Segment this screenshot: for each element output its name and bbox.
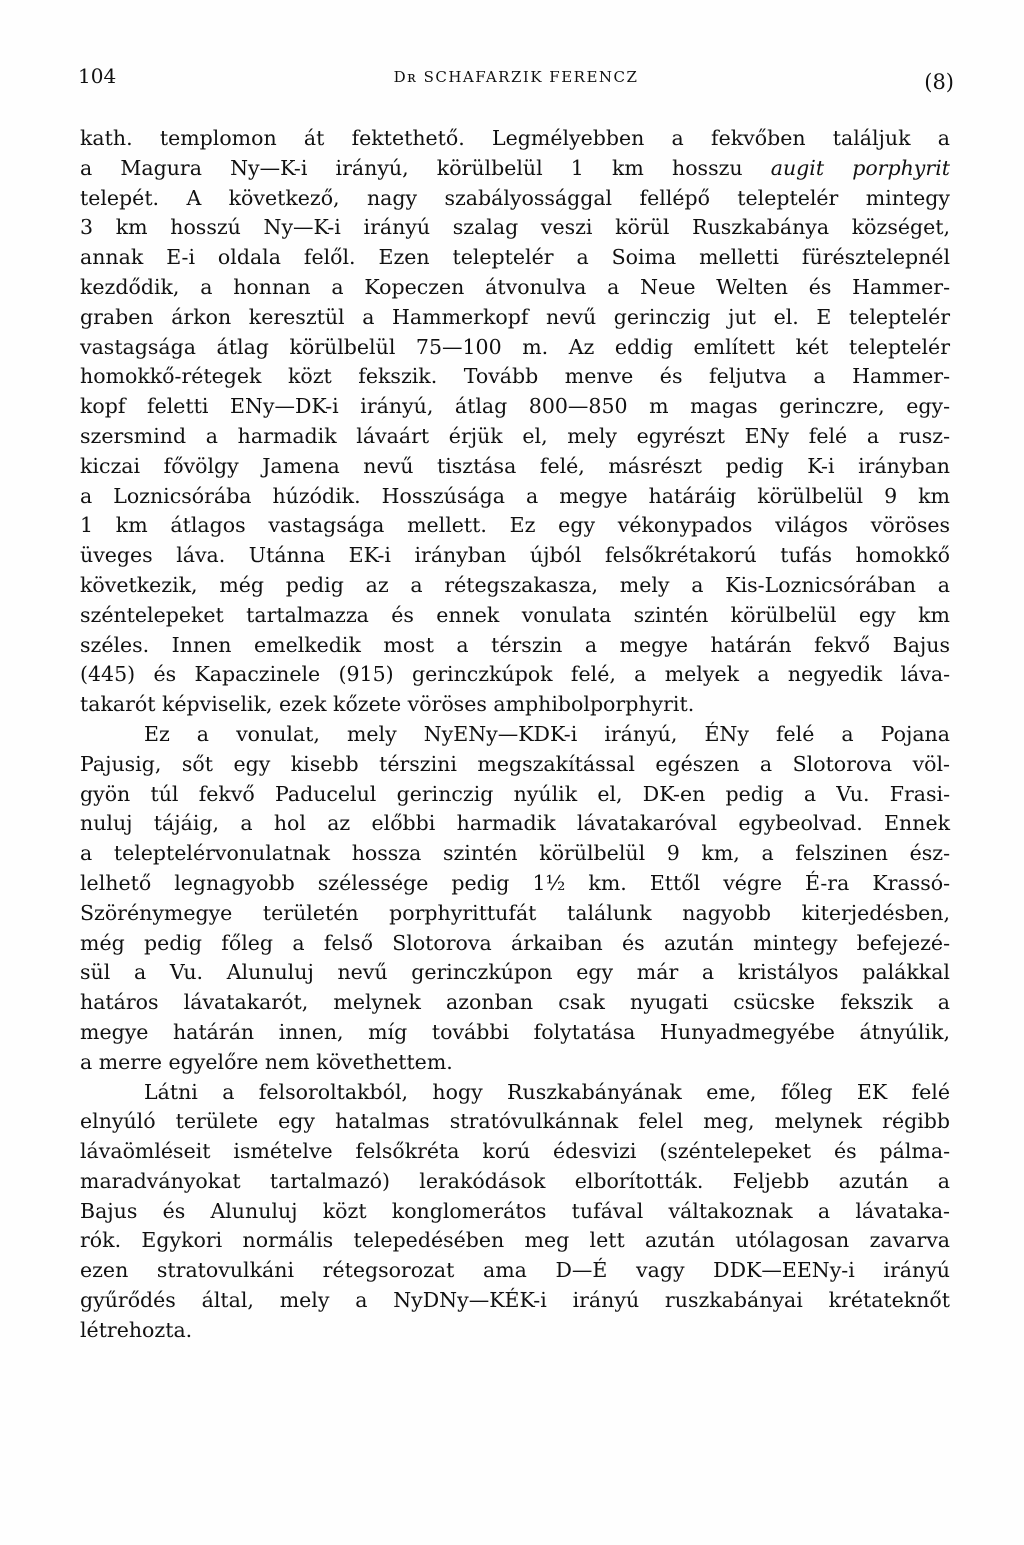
text-line: lelhető legnagyobb szélessége pedig 1½ km. Ettől végre É-ra Krassó- <box>80 870 950 895</box>
text-line: a Loznicsórába húzódik. Hosszúsága a megye határáig körülbelül 9 km <box>80 483 950 508</box>
text-line: 1 km átlagos vastagsága mellett. Ez egy vékonypados világos vöröses <box>80 513 950 538</box>
text-line: üveges láva. Utánna EK-i irányban újból felsőkrétakorú tufás homokkő <box>80 543 950 568</box>
text-line: a merre egyelőre nem követhettem. <box>80 1049 453 1074</box>
text-line: homokkő-rétegek közt fekszik. Tovább menve és feljutva a Hammer- <box>80 364 950 389</box>
text-line: kezdődik, a honnan a Kopeczen átvonulva a Neue Welten és Hammer- <box>80 274 950 299</box>
section-number: (8) <box>924 70 954 94</box>
text-line: még pedig főleg a felső Slotorova árkaiban és azután mintegy befejezé- <box>80 930 950 955</box>
text-line: gyön túl fekvő Paducelul gerinczig nyúlik el, DK-en pedig a Vu. Frasi- <box>80 781 950 806</box>
page-number: 104 <box>78 64 117 88</box>
text-line: kath. templomon át fektethető. Legmélyebben a fekvőben találjuk a <box>80 126 950 150</box>
text-line <box>80 154 950 184</box>
text-line: kopf feletti ENy—DK-i irányú, átlag 800—850 m magas gerinczre, egy- <box>80 394 950 419</box>
text-line: szersmind a harmadik lávaárt érjük el, mely egyrészt ENy felé a rusz- <box>80 423 950 448</box>
text-line: 3 km hosszú Ny—K-i irányú szalag veszi körül Ruszkabánya községet, <box>80 215 950 240</box>
text-line: gyűrődés által, mely a NyDNy—KÉK-i irányú ruszkabányai krétateknőt <box>80 1288 950 1313</box>
body-text <box>80 124 950 1346</box>
text-line: Pajusig, sőt egy kisebb térszini megszakítással egészen a Slotorova völ- <box>80 751 950 776</box>
running-head <box>78 58 954 94</box>
text-line: Ez a vonulat, mely NyENy—KDK-i irányú, ÉNy felé a Pojana <box>144 721 950 746</box>
text-line: elnyúló területe egy hatalmas stratóvulkánnak felel meg, melynek régibb <box>80 1109 950 1134</box>
text-line: nuluj tájáig, a hol az előbbi harmadik lávatakaróval egybeolvad. Ennek <box>80 811 950 836</box>
emphasized-term: augit porphyrit <box>770 155 950 180</box>
text-line: Szörénymegye területén porphyrittufát találunk nagyobb kiterjedésben, <box>80 900 950 925</box>
text-line: Látni a felsoroltakból, hogy Ruszkabányának eme, főleg EK felé <box>144 1079 950 1104</box>
text-line: maradványokat tartalmazó) lerakódások elborították. Feljebb azután a <box>80 1168 950 1193</box>
text-line: (445) és Kapaczinele (915) gerinczkúpok felé, a melyek a negyedik láva- <box>80 662 950 687</box>
text-line: sül a Vu. Alunuluj nevű gerinczkúpon egy már a kristályos palákkal <box>80 960 950 985</box>
text-line: a teleptelérvonulatnak hossza szintén körülbelül 9 km, a felszinen ész- <box>80 841 950 866</box>
text-line: vastagsága átlag körülbelül 75—100 m. Az eddig említett két teleptelér <box>80 334 950 359</box>
text-line: következik, még pedig az a rétegszakasza, mely a Kis-Loznicsórában a <box>80 572 950 597</box>
text-line: lávaömléseit ismételve felsőkréta korú édesvizi (széntelepeket és pálma- <box>80 1139 950 1164</box>
text-line: széles. Innen emelkedik most a térszin a megye határán fekvő Bajus <box>80 632 950 657</box>
text-fragment: a Magura Ny—K-i irányú, körülbelül 1 km hosszu <box>80 155 771 180</box>
text-line: graben árkon keresztül a Hammerkopf nevű gerinczig jut el. E teleptelér <box>80 304 950 329</box>
text-line: takarót képviselik, ezek kőzete vöröses amphibolporphyrit. <box>80 692 695 717</box>
text-line: határos lávatakarót, melynek azonban csak nyugati csücske fekszik a <box>80 990 950 1015</box>
text-line: Bajus és Alunuluj közt konglomerátos tufával váltakoznak a lávataka- <box>80 1198 950 1223</box>
text-line: kiczai fővölgy Jamena nevű tisztása felé, másrészt pedig K-i irányban <box>80 453 950 478</box>
text-line: rók. Egykori normális telepedésében meg lett azután utólagosan zavarva <box>80 1228 950 1253</box>
text-line: ezen stratovulkáni rétegsorozat ama D—É vagy DDK—EENy-i irányú <box>80 1258 950 1283</box>
text-line: széntelepeket tartalmazza és ennek vonulata szintén körülbelül egy km <box>80 602 950 627</box>
text-line: megye határán innen, míg további folytatása Hunyadmegyébe átnyúlik, <box>80 1019 950 1044</box>
text-line: telepét. A következő, nagy szabályossággal fellépő teleptelér mintegy <box>80 185 950 210</box>
running-head-author: Dʀ SCHAFARZIK FERENCZ <box>393 68 639 86</box>
text-line: annak E-i oldala felől. Ezen teleptelér a Soima melletti fürésztelepnél <box>80 245 950 270</box>
text-line: létrehozta. <box>80 1317 193 1342</box>
